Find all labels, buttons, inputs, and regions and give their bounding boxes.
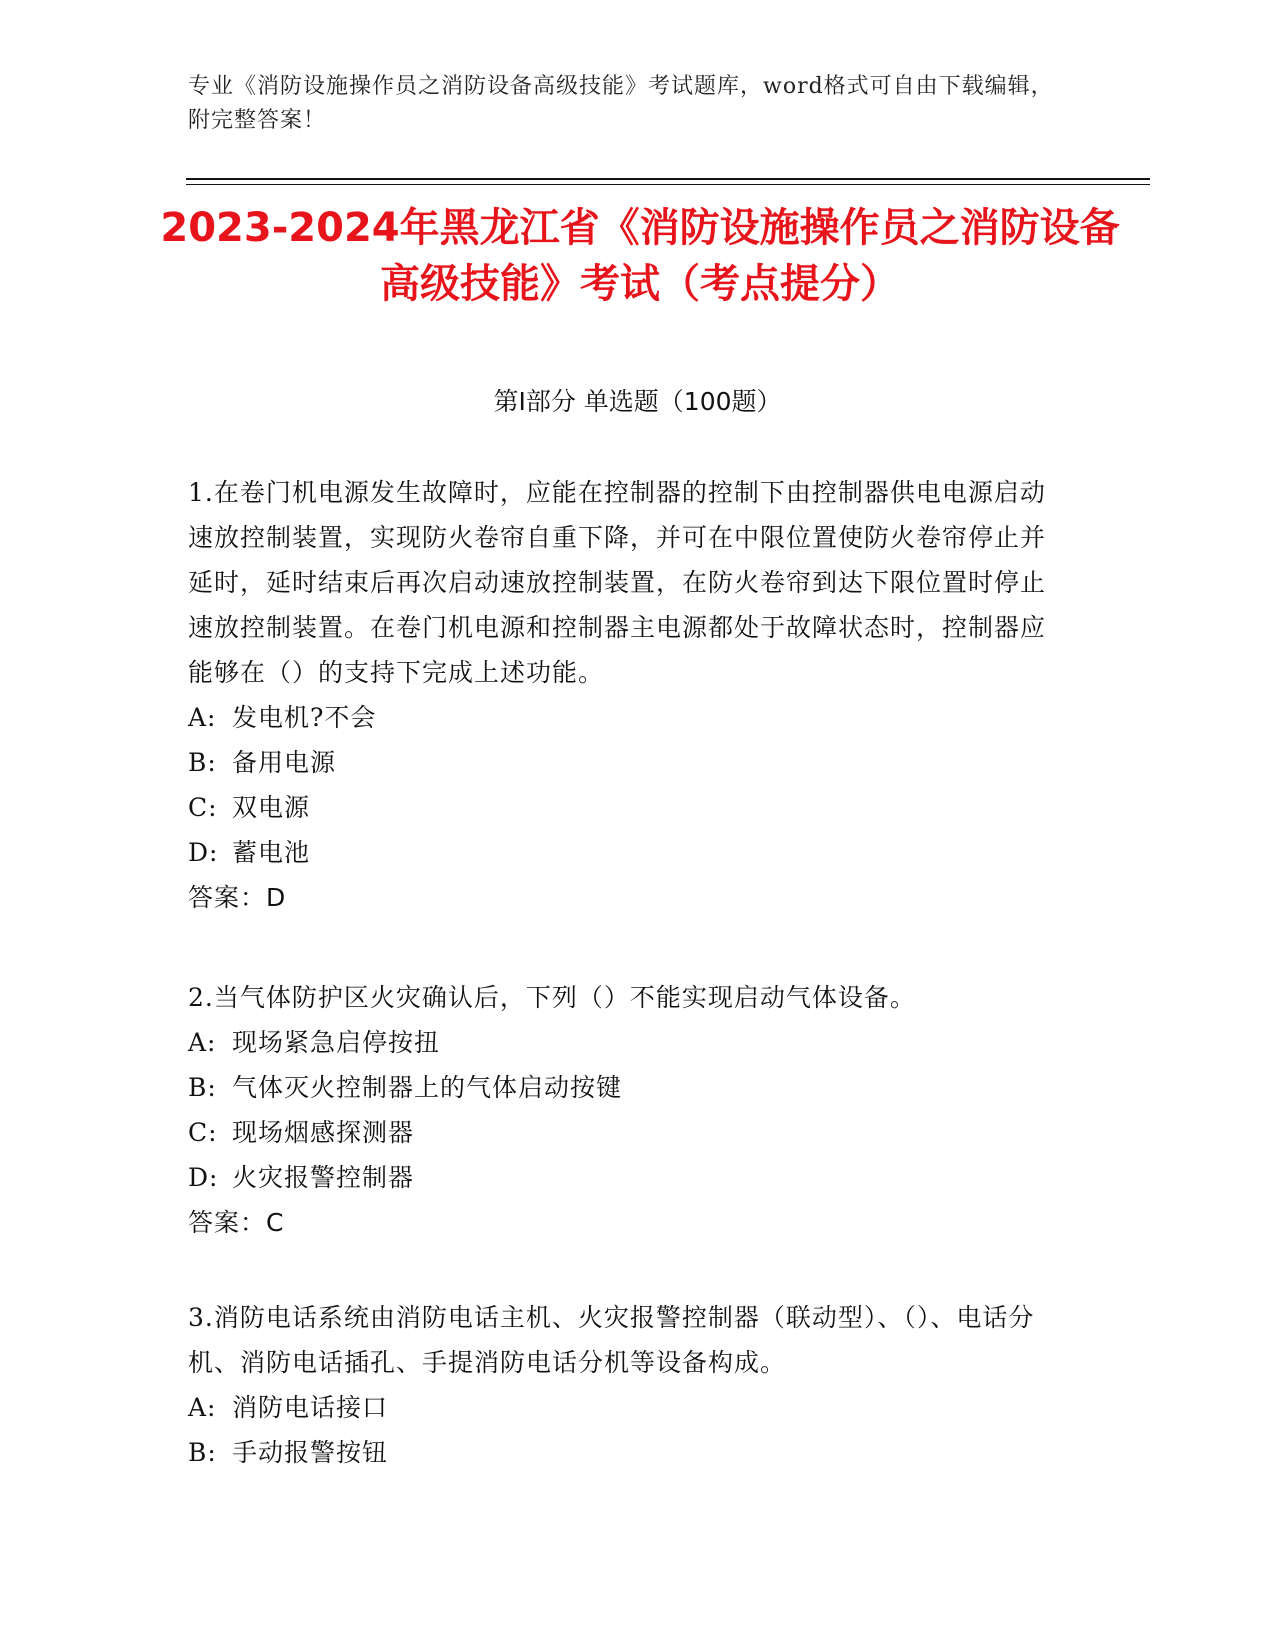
option-b [188, 740, 1068, 785]
option-c [188, 785, 1068, 830]
option-letter: D: [188, 838, 219, 867]
option-text: 现场烟感探测器 [232, 1118, 415, 1147]
option-text: 双电源 [232, 793, 311, 822]
option-c [188, 1110, 1068, 1155]
section-heading: 第Ⅰ部分 单选题（100题） [493, 387, 782, 416]
option-b [188, 1430, 1068, 1475]
option-letter: C: [188, 793, 218, 822]
option-letter: D: [188, 1163, 219, 1192]
question-answer: 答案：C [188, 1208, 285, 1237]
option-text: 消防电话接口 [232, 1393, 389, 1422]
question-stem: 1.在卷门机电源发生故障时，应能在控制器的控制下由控制器供电电源启动速放控制装置，实现防火卷帘自重下降，并可在中限位置使防火卷帘停止并延时，延时结束后再次启动速放控制装置，在防火卷帘到达下限位置时停止速放控制装置。在卷门机电源和控制器主电源都处于故障状态时，控制器应能够在（）的支持下完成上述功能。 [188, 478, 1047, 687]
option-a [188, 1020, 1068, 1065]
option-a [188, 1385, 1068, 1430]
option-letter: B: [188, 1438, 217, 1467]
option-letter: A: [188, 1028, 217, 1057]
header-note: 专业《消防设施操作员之消防设备高级技能》考试题库，word格式可自由下载编辑，附完整答案！ [188, 74, 1054, 133]
option-letter: B: [188, 748, 217, 777]
question-stem: 2.当气体防护区火灾确认后，下列（）不能实现启动气体设备。 [188, 983, 916, 1012]
option-d [188, 1155, 1068, 1200]
header-divider-thick [186, 178, 1150, 180]
question-answer: 答案：D [188, 883, 287, 912]
option-d [188, 830, 1068, 875]
header-divider-thin [186, 184, 1150, 185]
option-a [188, 695, 1068, 740]
option-text: 手动报警按钮 [232, 1438, 389, 1467]
option-letter: C: [188, 1118, 218, 1147]
option-text: 现场紧急启停按扭 [232, 1028, 441, 1057]
option-b [188, 1065, 1068, 1110]
document-title: 2023-2024年黑龙江省《消防设施操作员之消防设备高级技能》考试（考点提分） [160, 205, 1120, 307]
question-stem: 3.消防电话系统由消防电话主机、火灾报警控制器（联动型）、（）、电话分机、消防电话插孔、手提消防电话分机等设备构成。 [188, 1303, 1035, 1377]
option-text: 发电机?不会 [232, 703, 377, 732]
question-3 [188, 1295, 1068, 1475]
option-letter: A: [188, 703, 217, 732]
option-text: 气体灭火控制器上的气体启动按键 [232, 1073, 623, 1102]
option-text: 蓄电池 [232, 838, 311, 867]
question-2 [188, 975, 1068, 1245]
question-1 [188, 470, 1068, 920]
option-letter: B: [188, 1073, 217, 1102]
option-text: 备用电源 [232, 748, 337, 777]
option-text: 火灾报警控制器 [232, 1163, 415, 1192]
option-letter: A: [188, 1393, 217, 1422]
